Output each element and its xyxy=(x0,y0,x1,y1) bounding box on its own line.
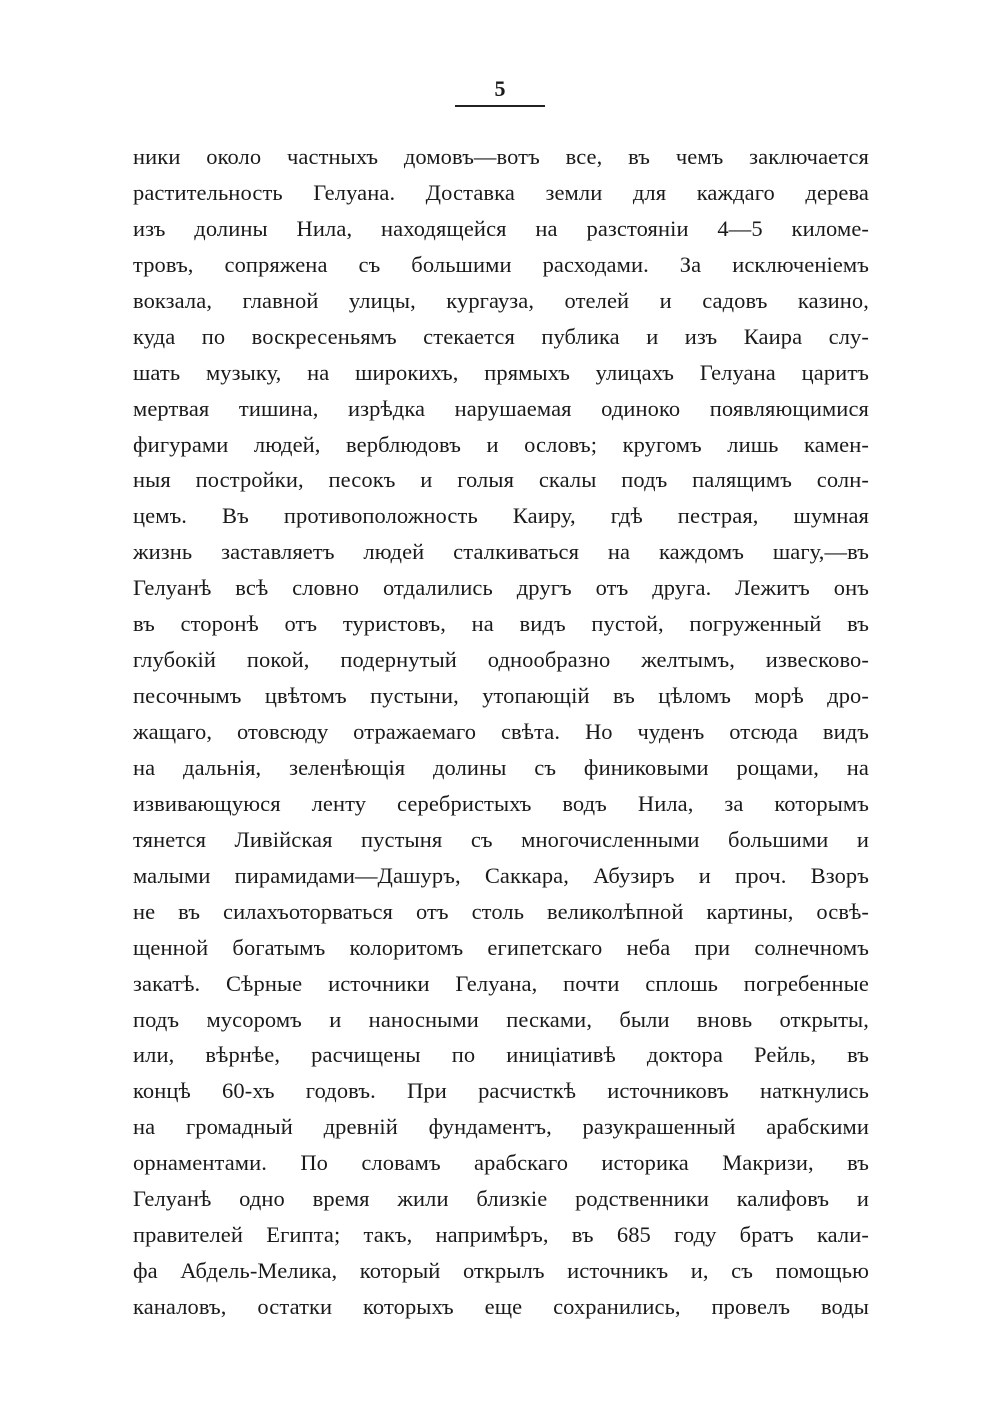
text-line: ныя постройки, песокъ и голыя скалы подъ палящимъ солн- xyxy=(133,467,869,493)
text-line: закатѣ. Сѣрные источники Гелуана, почти сплошь погребенные xyxy=(133,970,869,996)
text-line: мертвая тишина, изрѣдка нарушаемая одиноко появляющимися xyxy=(133,395,869,421)
text-line: подъ мусоромъ и наносными песками, были вновь открыты, xyxy=(133,1006,869,1032)
text-line: жизнь заставляетъ людей сталкиваться на каждомъ шагу,—въ xyxy=(133,539,869,565)
text-line: концѣ 60-хъ годовъ. При расчисткѣ источниковъ наткнулись xyxy=(133,1078,869,1104)
text-line: орнаментами. По словамъ арабскаго историка Макризи, въ xyxy=(133,1150,869,1176)
text-line: правителей Египта; такъ, напримѣръ, въ 685 году братъ кали- xyxy=(133,1222,869,1248)
text-line: Гелуанѣ всѣ словно отдалились другъ отъ друга. Лежитъ онъ xyxy=(133,575,869,601)
text-line: ники около частныхъ домовъ—вотъ все, въ чемъ заключается xyxy=(133,144,869,169)
text-line: изъ долины Нила, находящейся на разстояніи 4—5 киломе- xyxy=(133,215,869,241)
text-line: глубокій покой, подернутый однообразно желтымъ, извесково- xyxy=(133,647,869,673)
text-line: шать музыку, на широкихъ, прямыхъ улицахъ Гелуана царитъ xyxy=(133,359,869,385)
text-line: цемъ. Въ противоположность Каиру, гдѣ пестрая, шумная xyxy=(133,503,869,529)
text-line: въ сторонѣ отъ туристовъ, на видъ пустой, погруженный въ xyxy=(133,611,869,637)
text-line: куда по воскресеньямъ стекается публика и изъ Каира слу- xyxy=(133,323,869,349)
body-text xyxy=(133,139,869,1325)
text-line: не въ силахъоторваться отъ столь великолѣпной картины, освѣ- xyxy=(133,898,869,924)
text-line: фигурами людей, верблюдовъ и ословъ; кругомъ лишь камен- xyxy=(133,431,869,457)
text-line: вокзала, главной улицы, кургауза, отелей и садовъ казино, xyxy=(133,287,869,313)
text-line: песочнымъ цвѣтомъ пустыни, утопающій въ цѣломъ морѣ дро- xyxy=(133,683,869,709)
text-line: тянется Ливійская пустыня съ многочисленными большими и xyxy=(133,826,869,852)
text-line: тровъ, сопряжена съ большими расходами. За исключеніемъ xyxy=(133,251,869,277)
text-line: растительность Гелуана. Доставка земли для каждаго дерева xyxy=(133,179,869,205)
text-line: на дальнія, зеленѣющія долины съ финиковыми рощами, на xyxy=(133,754,869,780)
text-line: или, вѣрнѣе, расчищены по иниціативѣ доктора Рейль, въ xyxy=(133,1042,869,1068)
text-line: малыми пирамидами—Дашуръ, Саккара, Абузиръ и проч. Взоръ xyxy=(133,862,869,888)
page-number-rule xyxy=(455,105,545,107)
text-line: каналовъ, остатки которыхъ еще сохранились, провелъ воды xyxy=(133,1294,869,1319)
text-line: жащаго, отовсюду отражаемаго свѣта. Но чуденъ отсюда видъ xyxy=(133,719,869,744)
text-line: на громадный древній фундаментъ, разукрашенный арабскими xyxy=(133,1114,869,1140)
text-line: фа Абдель-Мелика, который открылъ источникъ и, съ помощью xyxy=(133,1258,869,1284)
text-line: извивающуюся ленту серебристыхъ водъ Нила, за которымъ xyxy=(133,790,869,816)
text-line: Гелуанѣ одно время жили близкіе родственники калифовъ и xyxy=(133,1186,869,1212)
page-number: 5 xyxy=(494,76,506,101)
text-line: щенной богатымъ колоритомъ египетскаго неба при солнечномъ xyxy=(133,934,869,960)
